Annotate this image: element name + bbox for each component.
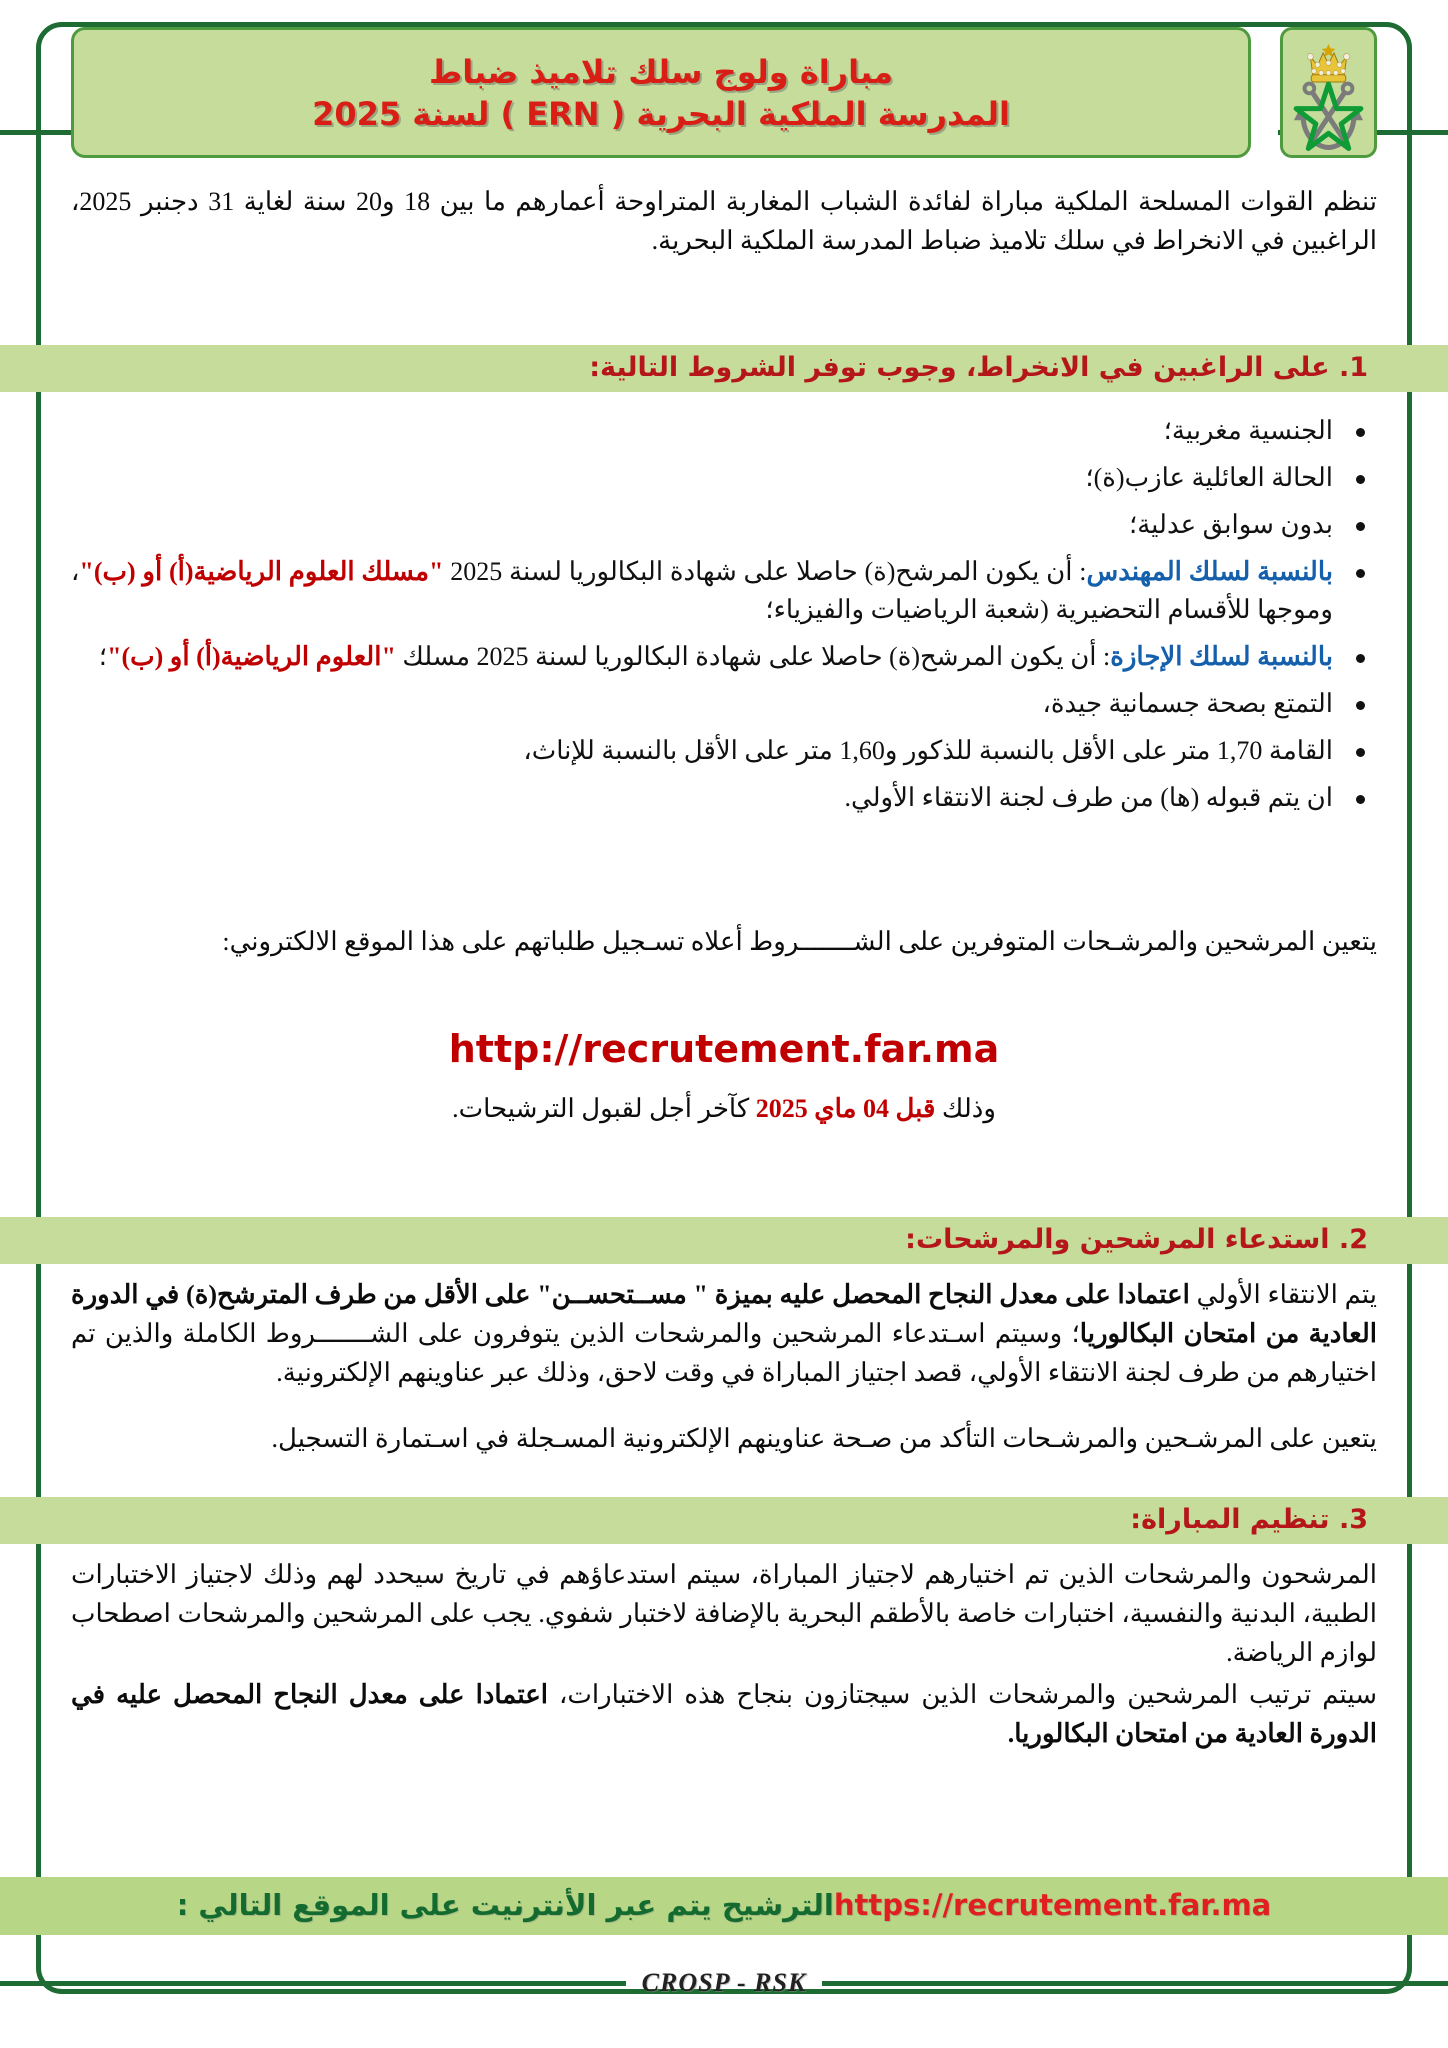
intro-paragraph: تنظم القوات المسلحة الملكية مباراة لفائدة الشباب المغاربة المتراوحة أعمارهم ما بين 18 و20 سنة لغاية 31 دجنبر 2025، الراغبين في الانخراط في سلك تلاميذ ضباط المدرسة الملكية البحرية. (71, 187, 1378, 255)
text-run: سيتم ترتيب المرشحين والمرشحات الذين سيجتازون بنجاح هذه الاختبارات، (547, 1680, 1377, 1709)
page-title-line-1: مباراة ولوج سلك تلاميذ ضباط (429, 52, 893, 91)
text-run: قبل 04 ماي 2025 (755, 1094, 936, 1123)
section-1-heading-text: 1. على الراغبين في الانخراط، وجوب توفر الشروط التالية: (589, 352, 1368, 383)
bullet-text-2 (1129, 510, 1333, 539)
bullet-text-6 (523, 736, 1333, 765)
registration-note: يتعين المرشحين والمرشـحات المتوفرين على الشـــــــروط أعلاه تسـجيل طلباتهم على هذا الموقع الالكتروني: (222, 927, 1377, 956)
list-item (71, 553, 1377, 629)
bullet-text-4 (99, 642, 1333, 671)
section-3-paragraph-1: المرشحون والمرشحات الذين تم اختيارهم لاجتياز المباراة، سيتم استدعاؤهم في تاريخ سيحدد لهم وذلك لاجتياز الاختبارات الطبية، البدنية والنفسية، اختبارات خاصة بالأطقم البحرية بالإضافة لاختبار شفوي. يجب على المرشحين والمرشحات اصطحاب لوازم الرياضة. (71, 1560, 1377, 1667)
section-2-header (0, 1217, 1448, 1264)
bullet-text-1 (1085, 463, 1333, 492)
text-run: اعتمادا على معدل النجاح المحصل عليه بميزة " مســتحســن" على الأقل من طرف المترشح(ة) في الدورة العادية من امتحان البكالوريا (71, 1280, 1377, 1348)
list-item (71, 638, 1377, 676)
crosp-footer (0, 1968, 1448, 1998)
text-run: ، وموجها للأقسام التحضيرية (شعبة الرياضيات والفيزياء؛ (71, 556, 1333, 624)
list-item (71, 779, 1377, 817)
footer-url-bar (0, 1877, 1448, 1935)
list-item (71, 506, 1377, 544)
section-2-paragraph-1 (71, 1275, 1377, 1392)
page-title-line-2: المدرسة الملكية البحرية ( ERN ) لسنة 2025 (312, 94, 1010, 133)
text-run: بدون سوابق عدلية؛ (1128, 509, 1333, 539)
list-item (71, 412, 1377, 450)
text-run: : أن يكون المرشح(ة) حاصلا على شهادة البكالوريا لسنة 2025 (443, 556, 1087, 586)
text-run: بالنسبة لسلك الإجازة (1110, 641, 1333, 671)
text-run: كآخر أجل لقبول الترشيحات. (452, 1094, 756, 1123)
document-header (41, 27, 1407, 167)
footer-line (177, 1888, 1272, 1922)
section-2-paragraph-2: يتعين على المرشـحين والمرشـحات التأكد من صـحة عناوينهم الإلكترونية المسـجلة في اسـتمارة التسجيل. (271, 1424, 1377, 1453)
footer-url[interactable]: https://recrutement.far.ma (833, 1888, 1272, 1922)
crosp-label: CROSP - RSK (641, 1968, 807, 1997)
text-run: "العلوم الرياضية(أ) أو (ب)" (107, 641, 396, 671)
bullet-text-3 (71, 557, 1333, 624)
crosp-rule-right (0, 1981, 626, 1986)
text-run: ؛ وسيتم اسـتدعاء المرشحين والمرشحات الذين يتوفرون على الشـــــــروط الكاملة والذين تم اختيارهم من طرف لجنة الانتقاء الأولي، قصد اجتياز المباراة في وقت لاحق، وذلك عبر عناوينهم الإلكترونية. (71, 1319, 1377, 1387)
document-title-box (71, 27, 1251, 158)
page-content (41, 27, 1407, 1989)
text-run: بالنسبة لسلك المهندس (1086, 556, 1334, 586)
registration-url[interactable]: http://recrutement.far.ma (448, 1027, 1000, 1071)
text-run: ؛ (98, 641, 108, 671)
text-run: : أن يكون المرشح(ة) حاصلا على شهادة البكالوريا لسنة 2025 مسلك (395, 641, 1111, 671)
list-item (71, 685, 1377, 723)
section-2-heading-text: 2. استدعاء المرشحين والمرشحات: (905, 1224, 1368, 1255)
section-3-header (0, 1497, 1448, 1544)
text-run: القامة 1,70 متر على الأقل بالنسبة للذكور و1,60 متر على الأقل بالنسبة للإناث، (523, 735, 1333, 765)
text-run: يتم الانتقاء الأولي (1189, 1280, 1377, 1309)
text-run: ان يتم قبوله (ها) من طرف لجنة الانتقاء الأولي. (844, 782, 1333, 812)
royal-moroccan-navy-emblem-icon (1280, 27, 1377, 158)
footer-label: الترشيح يتم عبر الأنترنيت على الموقع التالي : (176, 1888, 834, 1922)
text-run: الحالة العائلية عازب(ة)؛ (1085, 462, 1333, 492)
text-run: الجنسية مغربية؛ (1163, 416, 1333, 445)
section-3-paragraph-2 (71, 1675, 1377, 1753)
text-run: التمتع بصحة جسمانية جيدة، (1042, 688, 1333, 718)
bullet-text-0 (1164, 416, 1333, 445)
list-item (71, 732, 1377, 770)
text-run: وذلك (935, 1094, 996, 1123)
bullet-text-5 (1042, 689, 1333, 718)
bullet-text-7 (844, 783, 1333, 812)
section-3-heading-text: 3. تنظيم المباراة: (1130, 1504, 1368, 1535)
crosp-rule-left (822, 1981, 1448, 1986)
text-run: اعتمادا على معدل النجاح المحصل عليه في الدورة العادية من امتحان البكالوريا. (71, 1680, 1377, 1748)
conditions-list (71, 412, 1377, 826)
list-item (71, 459, 1377, 497)
deadline-line (71, 1089, 1377, 1128)
text-run: "مسلك العلوم الرياضية(أ) أو (ب)" (79, 556, 444, 586)
section-1-header (0, 345, 1448, 392)
